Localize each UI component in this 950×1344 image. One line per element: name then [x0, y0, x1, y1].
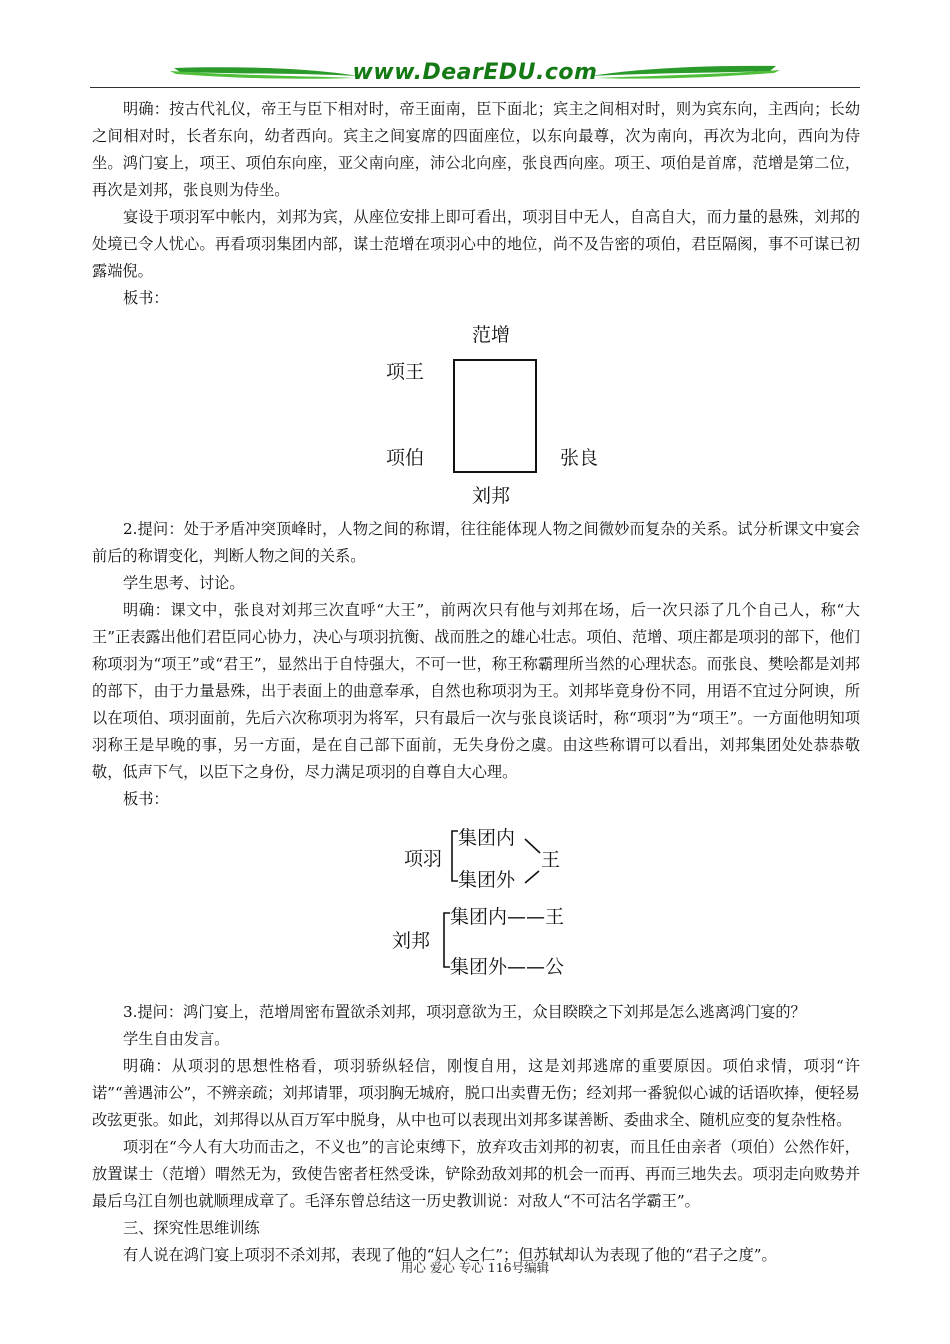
- paragraph-inquiry-prompt: 有人说在鸿门宴上项羽不杀刘邦，表现了他的“妇人之仁”；但苏轼却认为表现了他的“君子之度”。: [123, 1246, 777, 1264]
- document-body: [92, 96, 860, 1269]
- section-heading-inquiry: 三、探究性思维训练: [123, 1219, 260, 1237]
- paragraph-seating-analysis: 宴设于项羽军中帐内，刘邦为宾，从座位安排上即可看出，项羽目中无人，自高自大，而力量的悬殊，刘邦的处境已令人忧心。再看项羽集团内部，谋士范增在项羽心中的地位，尚不及告密的项伯，君臣隔阂，事不可谋已初露端倪。: [92, 208, 860, 280]
- seat-left-lower-label: 项伯: [386, 447, 425, 469]
- question-two: 2.提问：处于矛盾冲突顶峰时，人物之间的称谓，往往能体现人物之间微妙而复杂的关系。试分析课文中宴会前后的称谓变化，判断人物之间的关系。: [92, 520, 860, 565]
- xiangyu-outer-group: 集团外: [458, 869, 516, 891]
- header-divider: [90, 87, 860, 88]
- paragraph-escape-analysis: 明确：从项羽的思想性格看，项羽骄纵轻信，刚愎自用，这是刘邦逃席的重要原因。项伯求情，项羽“许诺”“善遇沛公”，不辨亲疏；刘邦请罪，项羽胸无城府，脱口出卖曹无伤；经刘邦一番貌似心诚的话语吹捧，便轻易改弦更张。如此，刘邦得以从百万军中脱身，从中也可以表现出刘邦多谋善断、委曲求全、随机应变的复杂性格。: [92, 1057, 860, 1129]
- liubang-label: 刘邦: [392, 930, 431, 952]
- seating-table: [453, 359, 537, 473]
- xiangyu-title-result: 王: [541, 849, 561, 871]
- page-footer: 用心 爱心 专心 116号编辑: [400, 1260, 550, 1275]
- titles-diagram: [92, 827, 860, 999]
- paragraph-titles-analysis: 明确：课文中，张良对刘邦三次直呼“大王”，前两次只有他与刘邦在场，后一次只添了几个自己人，称“大王”正表露出他们君臣同心协力，决心与项羽抗衡、战而胜之的雄心壮志。项伯、范增、项庄都是项羽的部下，他们称项羽为“项王”或“君王”，显然出于自恃强大，不可一世，称王称霸理所当然的心理状态。而张良、樊哙都是刘邦的部下，由于力量悬殊，出于表面上的曲意奉承，自然也称项羽为王。刘邦毕竟身份不同，用语不宜过分阿谀，所以在项伯、项羽面前，先后六次称项羽为将军，只有最后一次与张良谈话时，称“项羽”为“项王”。一方面他明知项羽称王是早晚的事，另一方面，是在自己部下面前，无失身份之虞。由这些称谓可以看出，刘邦集团处处恭恭敬敬，低声下气，以臣下之身份，尽力满足项羽的自尊自大心理。: [92, 601, 860, 781]
- seat-right-label: 张良: [560, 447, 599, 469]
- blackboard-label-2: 板书：: [123, 790, 169, 808]
- xiangyu-inner-group: 集团内: [458, 827, 516, 849]
- blackboard-label: 板书：: [123, 289, 169, 307]
- student-speech: 学生自由发言。: [123, 1030, 230, 1048]
- seat-left-upper-label: 项王: [386, 361, 425, 383]
- paragraph-etiquette: 明确：按古代礼仪，帝王与臣下相对时，帝王面南，臣下面北；宾主之间相对时，则为宾东向，主西向；长幼之间相对时，长者东向，幼者西向。宾主之间宴席的四面座位，以东向最尊，次为南向，再次为北向，西向为侍坐。鸿门宴上，项王、项伯东向座，亚父南向座，沛公北向座，张良西向座。项王、项伯是首席，范增是第二位，再次是刘邦，张良则为侍坐。: [92, 100, 860, 199]
- student-discussion: 学生思考、讨论。: [123, 574, 245, 592]
- seat-bottom-label: 刘邦: [472, 485, 511, 507]
- seating-diagram: [92, 318, 860, 507]
- seat-top-label: 范增: [472, 324, 511, 346]
- question-three: 3.提问：鸿门宴上，范增周密布置欲杀刘邦，项羽意欲为王，众目睽睽之下刘邦是怎么逃离鸿门宴的？: [123, 1003, 806, 1021]
- page-header: [90, 56, 860, 92]
- liubang-inner-group: 集团内——王: [450, 906, 565, 928]
- site-logo[interactable]: www.DearEDU.com: [352, 60, 598, 85]
- liubang-outer-group: 集团外——公: [450, 956, 565, 978]
- paragraph-xiangyu-failure: 项羽在“今人有大功而击之，不义也”的言论束缚下，放弃攻击刘邦的初衷，而且任由亲者（项伯）公然作奸，放置谋士（范增）喟然无为，致使告密者枉然受诛，铲除劲敌刘邦的机会一而再、再而三地失去。项羽走向败势并最后乌江自刎也就顺理成章了。毛泽东曾总结这一历史教训说：对敌人“不可沽名学霸王”。: [92, 1138, 860, 1210]
- xiangyu-label: 项羽: [404, 848, 443, 870]
